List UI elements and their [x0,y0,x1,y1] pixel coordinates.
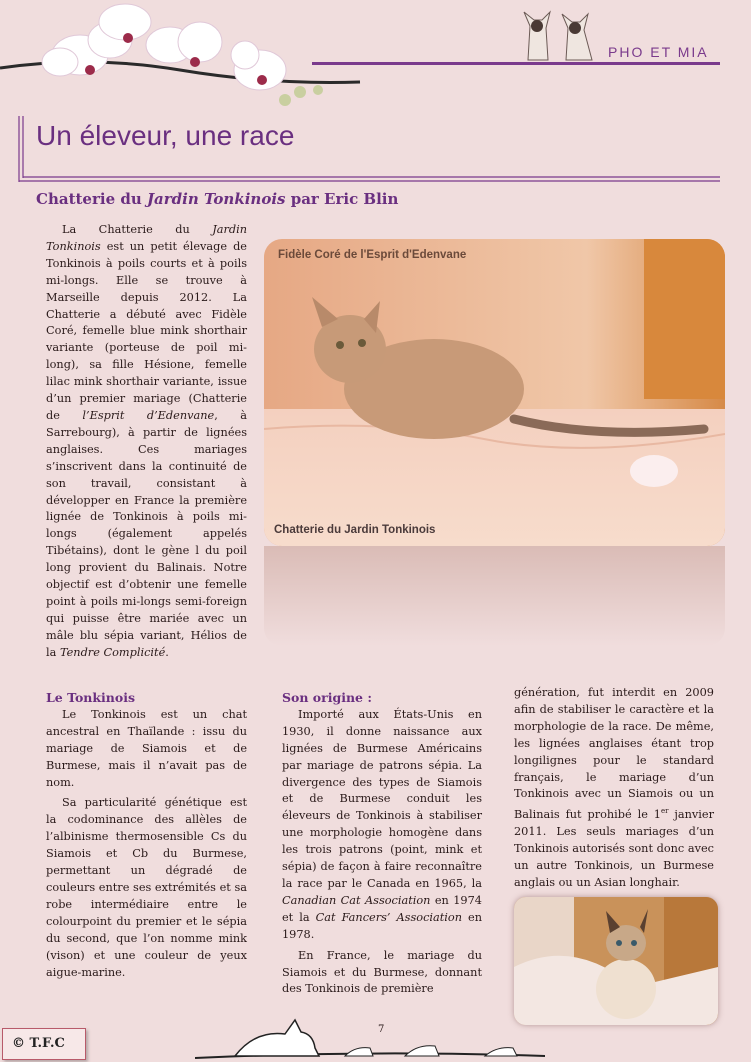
section-son-origine [282,690,482,1002]
photo-reflection [264,546,725,646]
page-title: Un éleveur, une race [36,120,295,151]
section-heading: Son origine : [282,690,372,705]
section-le-tonkinois [46,690,247,985]
paragraph: En France, le mariage du Siamois et du Burmese, donnant des Tonkinois de première [282,948,482,996]
orchid-branch-decoration [0,0,370,120]
paragraph: Sa particularité génétique est la codominance des allèles de l’albinisme thermosensible Cs du Siamois et Cb du Burmese, permettant un dégradé de couleurs entre ses extrémités et sa robe intermédiaire entre le colourpoint du premier et le sépia du second, que l’on nomme mink (vison) et une couleur de yeux aigue-marine. [46,796,247,979]
brand-name: PHO ET MIA [608,44,709,60]
footer-cats-illustration [195,1000,545,1062]
photo-caption-bottom: Chatterie du Jardin Tonkinois [274,524,436,536]
section-heading: Le Tonkinois [46,690,136,705]
cat-photo-fidele-core [264,239,725,546]
paragraph: Importé aux États-Unis en 1930, il donne naissance aux lignées de Burmese Américains par mariage de patrons sépia. La divergence des types de Siamois et de Burmese conduit les éleveurs de Tonkinois à stabiliser une morphologie homogène dans les trois patrons (point, mink et sépia) de façon à faire reconnaître la race par le Canada en 1965, la Canadian Cat Association en 1974 et la Cat Fancers’ Association en 1978. [282,707,482,941]
article-subtitle: Chatterie du Jardin Tonkinois par Eric Blin [36,190,399,208]
page-number: 7 [378,1024,385,1035]
paragraph: génération, fut interdit en 2009 afin de stabiliser le caractère et la morphologie de la race. De même, les lignées anglaises étant trop longilignes pour le standard français, le mariage d’un Tonkinois avec un Siamois ou un Balinais fut prohibé le 1er janvier 2011. Les seuls mariages d’un Tonkinois autorisés sont donc avec un autre Tonkinois, un Burmese anglais ou un Asian longhair. [514,686,714,889]
siamese-cats-logo [510,4,610,62]
section-continued [514,685,714,896]
cat-on-bed-image [264,239,725,546]
paragraph: Le Tonkinois est un chat ancestral en Thaïlande : issu du mariage de Siamois et de Burmese, mais il n’avait pas de nom. [46,707,247,789]
photo-caption-top: Fidèle Coré de l'Esprit d'Edenvane [278,249,467,261]
header-rule [312,62,720,65]
intro-paragraph: La Chatterie du Jardin Tonkinois est un petit élevage de Tonkinois à poils courts et à poils mi-longs. Elle se trouve à Marseille depuis 2012. La Chatterie a débuté avec Fidèle Coré, femelle blue mink shorthair variante (porteuse de poil mi-long), sa fille Hésione, femelle lilac mink shorthair variante, issue d’un premier mariage (Chatterie de l’Esprit d’Edenvane, à Sarrebourg), à partir de lignées anglaises. Ces mariages s’inscrivent dans la continuité de son travail, consistant à développer en France la première lignée de Tonkinois à poils mi-longs (également appelés Tibétains), dont le gène l du poil long provient du Balinais. Notre objectif est d’obtenir une femelle point à poils mi-longs semi-foreign qui puisse être mariée avec un mâle blu sépia variant, Hélios de la Tendre Complicité. [46,223,247,659]
copyright-label: © T.F.C [12,1036,65,1051]
